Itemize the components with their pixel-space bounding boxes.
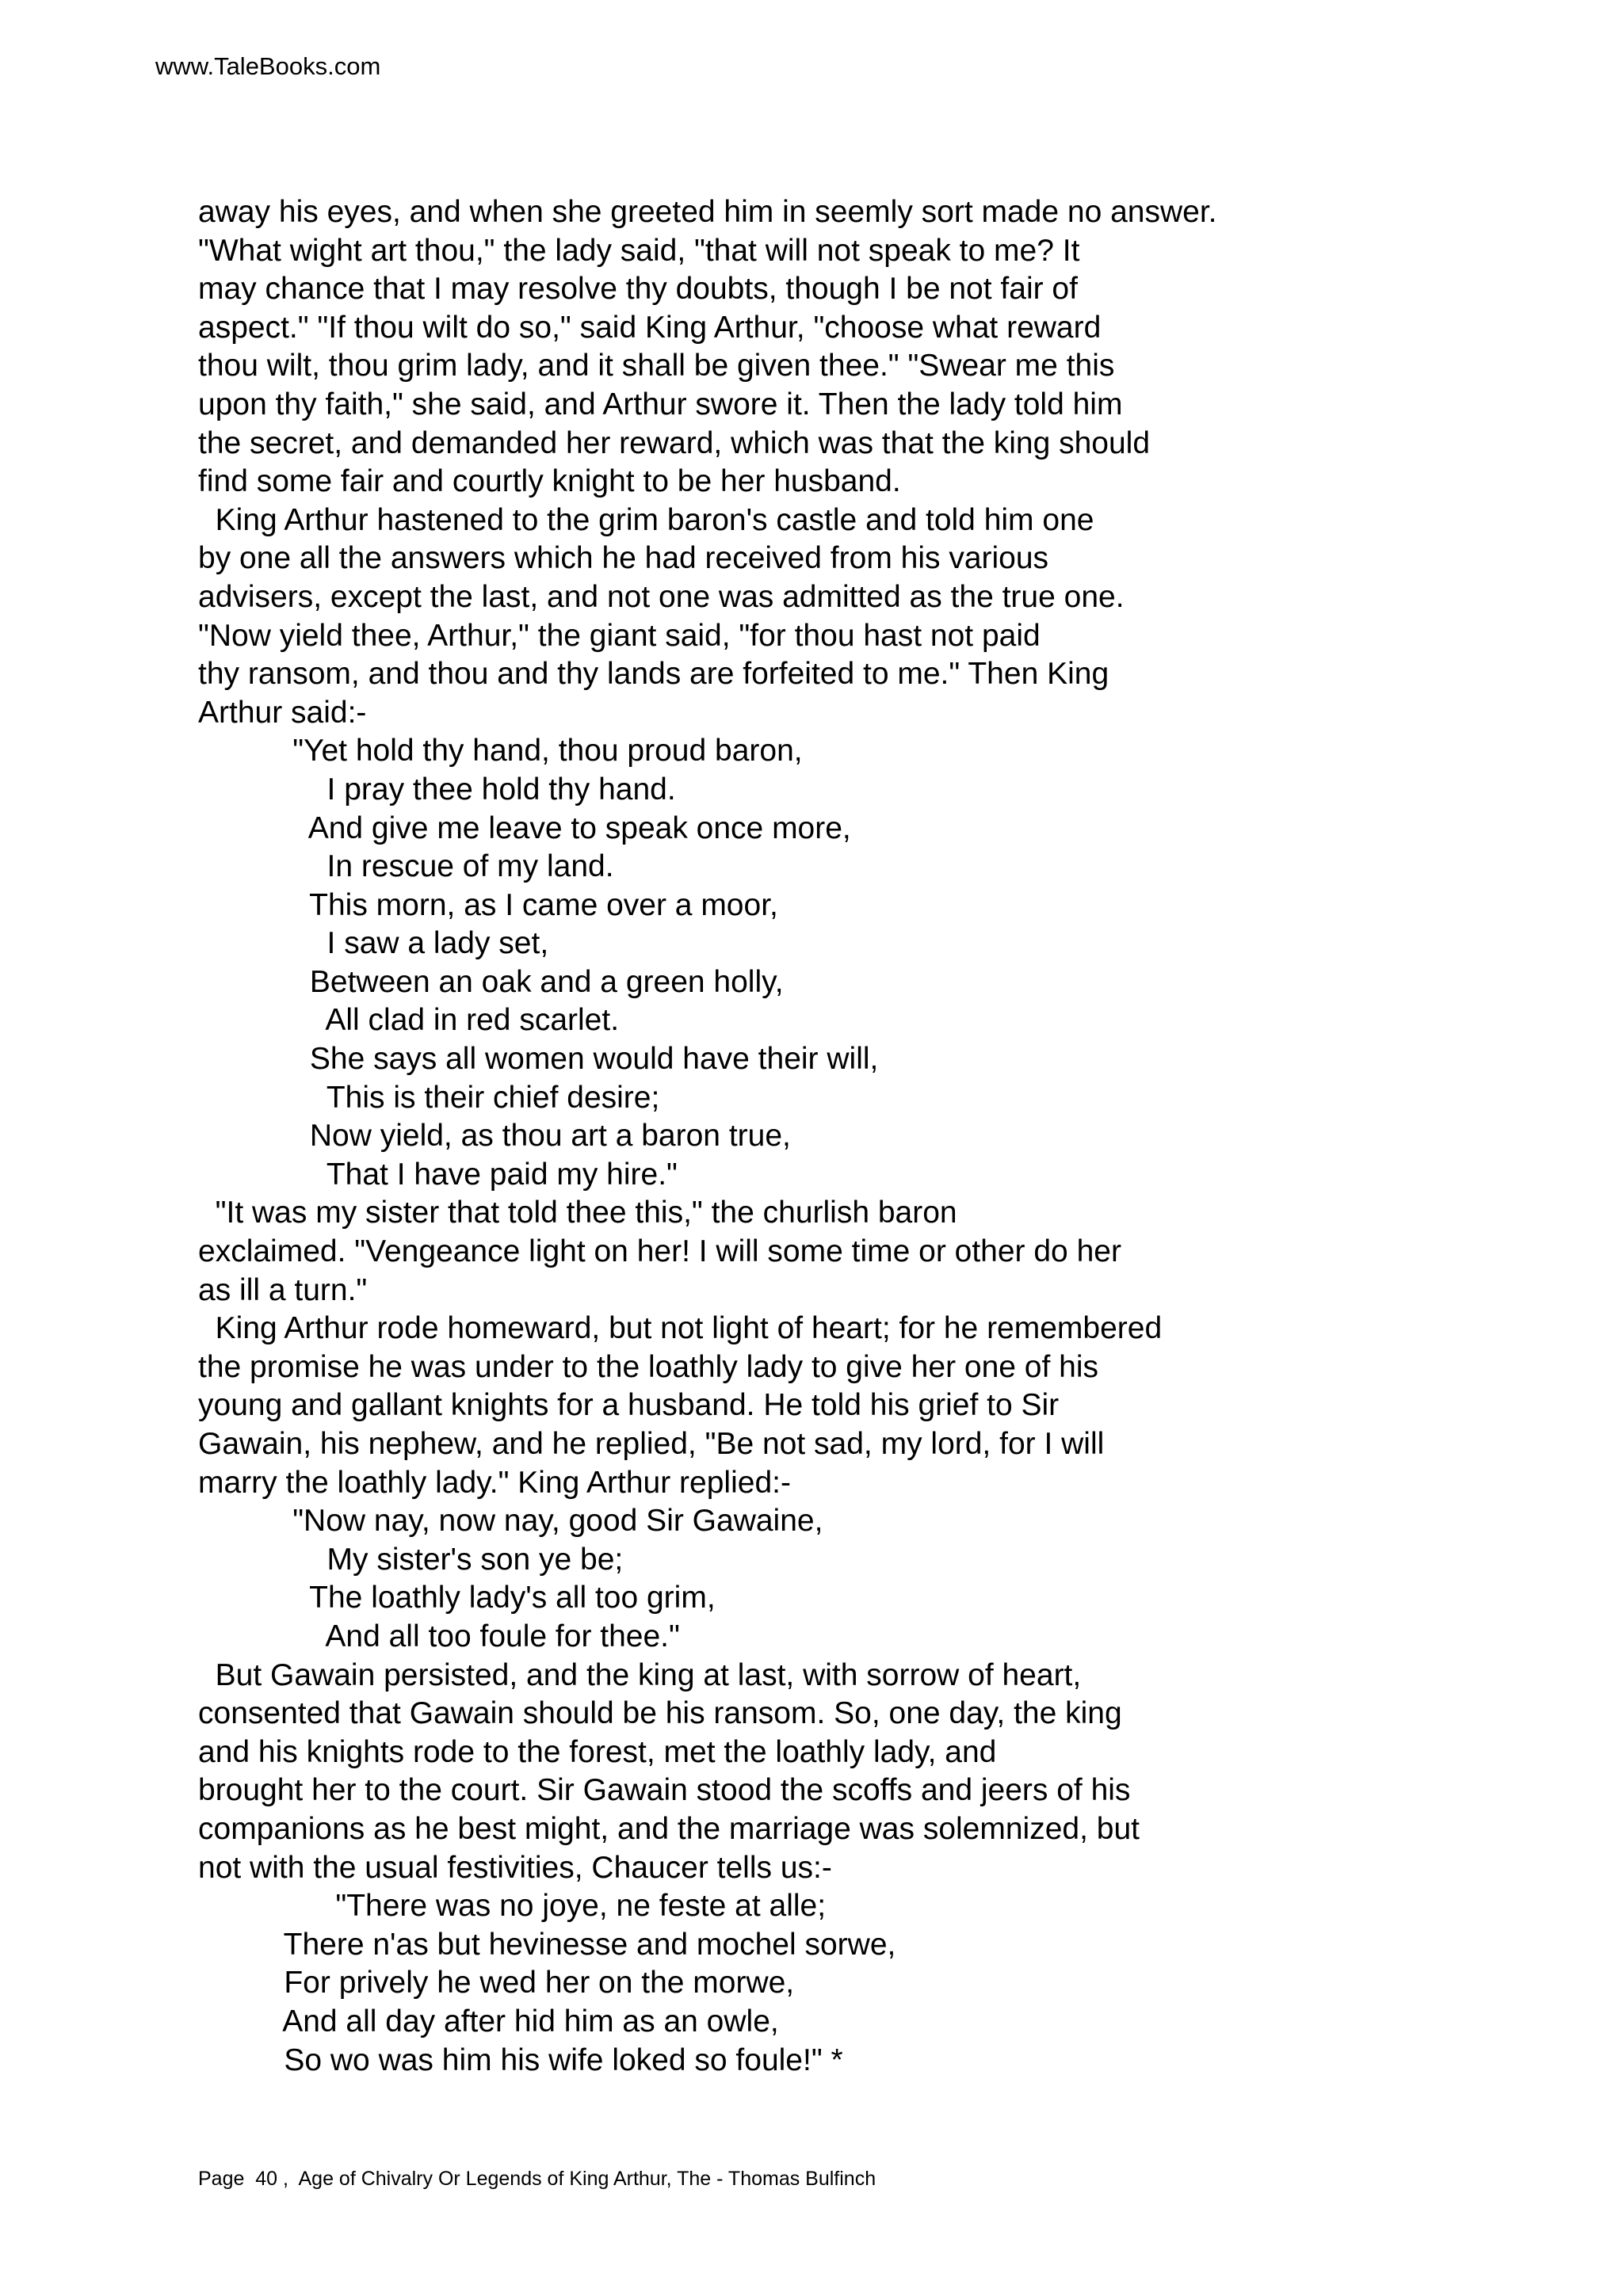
verse-line: "There was no joye, ne feste at alle; — [198, 1889, 827, 1924]
verse-line: My sister's son ye be; — [198, 1542, 624, 1577]
text-line: consented that Gawain should be his ransom. So, one day, the king — [198, 1696, 1122, 1731]
verse-line: And all day after hid him as an owle, — [198, 2004, 779, 2039]
text-line: may chance that I may resolve thy doubts, though I be not fair of — [198, 272, 1078, 307]
text-line: not with the usual festivities, Chaucer tells us:- — [198, 1850, 832, 1885]
text-line: King Arthur rode homeward, but not light of heart; for he remembered — [198, 1311, 1163, 1346]
text-line: as ill a turn." — [198, 1272, 368, 1307]
text-line: young and gallant knights for a husband. He told his grief to Sir — [198, 1388, 1060, 1423]
text-line: the secret, and demanded her reward, which was that the king should — [198, 425, 1151, 460]
verse-line: "Now nay, now nay, good Sir Gawaine, — [198, 1504, 823, 1539]
text-line: "It was my sister that told thee this," the churlish baron — [198, 1196, 957, 1230]
verse-line: That I have paid my hire." — [198, 1157, 678, 1192]
text-line: exclaimed. "Vengeance light on her! I will some time or other do her — [198, 1234, 1121, 1269]
verse-line: The loathly lady's all too grim, — [198, 1581, 716, 1615]
text-line: But Gawain persisted, and the king at last, with sorrow of heart, — [198, 1657, 1082, 1692]
text-line: thy ransom, and thou and thy lands are forfeited to me." Then King — [198, 657, 1109, 692]
verse-line: For prively he wed her on the morwe, — [198, 1966, 795, 2000]
text-line: companions as he best might, and the marriage was solemnized, but — [198, 1811, 1140, 1846]
site-header: www.TaleBooks.com — [155, 52, 381, 80]
text-line: away his eyes, and when she greeted him in seemly sort made no answer. — [198, 195, 1217, 229]
verse-line: This is their chief desire; — [198, 1080, 660, 1115]
text-line: "Now yield thee, Arthur," the giant said, "for thou hast not paid — [198, 618, 1041, 653]
verse-line: Between an oak and a green holly, — [198, 964, 784, 999]
verse-line: So wo was him his wife loked so foule!" * — [198, 2042, 843, 2077]
text-line: and his knights rode to the forest, met the loathly lady, and — [198, 1734, 997, 1769]
page-footer: Page 40 , Age of Chivalry Or Legends of King Arthur, The - Thomas Bulfinch — [198, 2168, 876, 2190]
text-line: aspect." "If thou wilt do so," said King Arthur, "choose what reward — [198, 310, 1102, 345]
body-text — [198, 193, 1545, 2080]
verse-line: Now yield, as thou art a baron true, — [198, 1119, 791, 1154]
verse-line: And give me leave to speak once more, — [198, 810, 851, 845]
verse-line: This morn, as I came over a moor, — [198, 887, 778, 922]
verse-line: "Yet hold thy hand, thou proud baron, — [198, 734, 803, 769]
verse-line: There n'as but hevinesse and mochel sorwe, — [198, 1927, 896, 1962]
verse-line: She says all women would have their will, — [198, 1042, 879, 1077]
verse-line: I saw a lady set, — [198, 926, 549, 961]
text-line: marry the loathly lady." King Arthur replied:- — [198, 1465, 791, 1500]
text-line: Arthur said:- — [198, 695, 367, 730]
text-line: thou wilt, thou grim lady, and it shall be given thee." "Swear me this — [198, 349, 1115, 383]
verse-line: I pray thee hold thy hand. — [198, 772, 676, 807]
text-line: "What wight art thou," the lady said, "that will not speak to me? It — [198, 233, 1080, 268]
text-line: brought her to the court. Sir Gawain stood the scoffs and jeers of his — [198, 1773, 1131, 1808]
verse-line: All clad in red scarlet. — [198, 1003, 620, 1038]
text-line: the promise he was under to the loathly lady to give her one of his — [198, 1349, 1099, 1384]
verse-line: In rescue of my land. — [198, 849, 614, 884]
text-line: upon thy faith," she said, and Arthur swore it. Then the lady told him — [198, 387, 1123, 421]
text-line: Gawain, his nephew, and he replied, "Be not sad, my lord, for I will — [198, 1427, 1105, 1461]
text-line: by one all the answers which he had received from his various — [198, 541, 1049, 576]
text-line: King Arthur hastened to the grim baron's castle and told him one — [198, 502, 1094, 537]
verse-line: And all too foule for thee." — [198, 1619, 680, 1653]
text-line: advisers, except the last, and not one was admitted as the true one. — [198, 579, 1125, 614]
text-line: find some fair and courtly knight to be her husband. — [198, 464, 901, 499]
